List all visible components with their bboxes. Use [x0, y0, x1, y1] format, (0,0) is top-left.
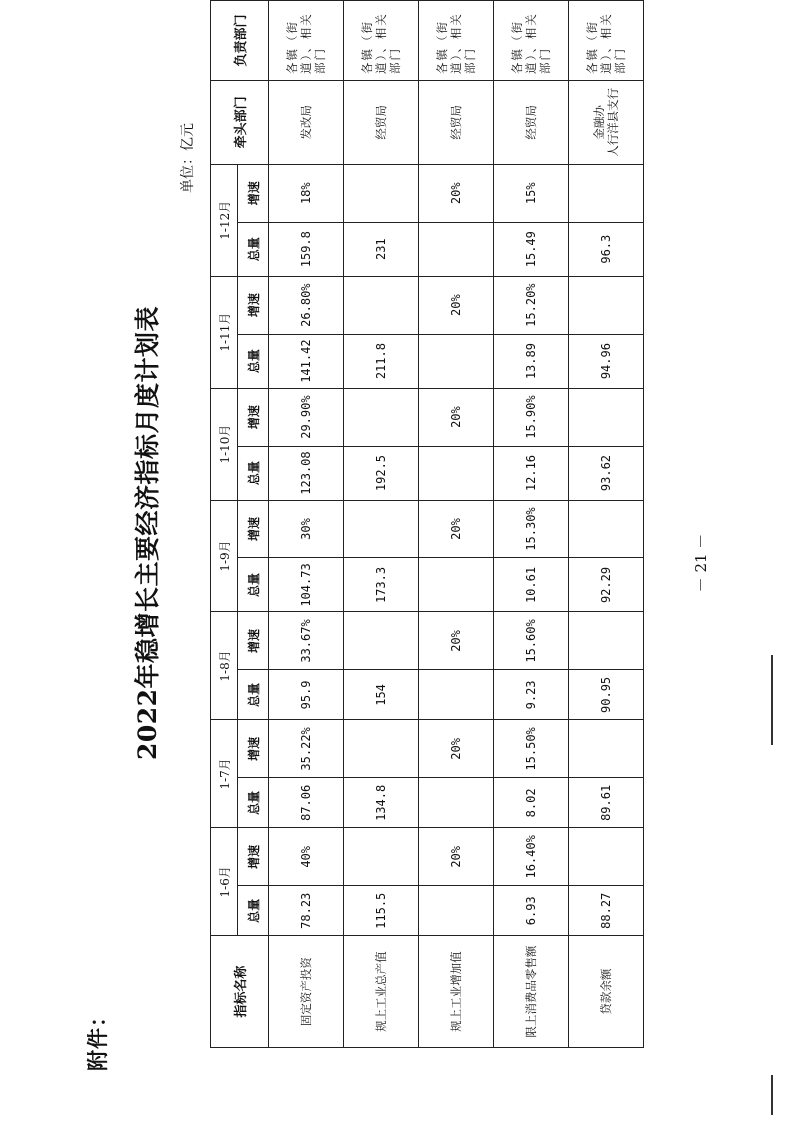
growth-cell: 15.50% — [494, 720, 569, 778]
growth-cell: 40% — [269, 828, 344, 886]
table-row — [494, 1, 569, 1048]
attachment-label: 附件： — [85, 1005, 110, 1071]
growth-cell — [344, 164, 419, 222]
total-cell — [419, 558, 494, 612]
total-cell: 12.16 — [494, 446, 569, 500]
growth-cell — [569, 500, 644, 558]
total-cell — [419, 334, 494, 388]
total-cell: 94.96 — [569, 334, 644, 388]
indicator-name: 固定资产投资 — [269, 936, 344, 1048]
lead-dept-cell: 经贸局 — [494, 81, 569, 165]
growth-cell: 26.80% — [269, 276, 344, 334]
growth-subheader: 增速 — [238, 612, 269, 670]
total-cell: 123.08 — [269, 446, 344, 500]
lead-dept-cell: 金融办 人行洋县支行 — [569, 81, 644, 165]
growth-cell: 20% — [419, 500, 494, 558]
period-header: 1-7月 — [211, 720, 238, 828]
total-cell: 78.23 — [269, 886, 344, 936]
indicator-name: 贷款余额 — [569, 936, 644, 1048]
total-cell: 211.8 — [344, 334, 419, 388]
total-cell: 231 — [344, 222, 419, 276]
growth-cell: 20% — [419, 276, 494, 334]
period-header: 1-11月 — [211, 276, 238, 388]
growth-cell — [569, 612, 644, 670]
total-cell: 134.8 — [344, 778, 419, 828]
indicator-name: 规上工业增加值 — [419, 936, 494, 1048]
scan-edge-line — [771, 1075, 773, 1115]
growth-cell: 20% — [419, 164, 494, 222]
total-cell: 9.23 — [494, 670, 569, 720]
total-subheader: 总量 — [238, 670, 269, 720]
total-cell: 87.06 — [269, 778, 344, 828]
total-cell: 141.42 — [269, 334, 344, 388]
growth-cell — [344, 720, 419, 778]
total-cell — [419, 778, 494, 828]
resp-dept-cell: 各镇（街道）、相关部门 — [344, 1, 419, 81]
total-subheader: 总量 — [238, 778, 269, 828]
growth-cell — [344, 500, 419, 558]
total-subheader: 总量 — [238, 222, 269, 276]
growth-cell — [344, 612, 419, 670]
total-cell: 173.3 — [344, 558, 419, 612]
total-cell: 13.89 — [494, 334, 569, 388]
page-title: 2022年稳增长主要经济指标月度计划表 — [133, 305, 162, 761]
total-cell — [419, 222, 494, 276]
total-cell: 192.5 — [344, 446, 419, 500]
total-cell: 89.61 — [569, 778, 644, 828]
table-row — [569, 1, 644, 1048]
resp-dept-header: 负责部门 — [211, 1, 269, 81]
total-cell: 96.3 — [569, 222, 644, 276]
growth-cell: 15.30% — [494, 500, 569, 558]
total-cell — [419, 670, 494, 720]
table-row — [269, 1, 344, 1048]
total-subheader: 总量 — [238, 446, 269, 500]
total-cell: 115.5 — [344, 886, 419, 936]
growth-cell: 15.20% — [494, 276, 569, 334]
total-cell: 8.02 — [494, 778, 569, 828]
total-cell: 92.29 — [569, 558, 644, 612]
total-cell: 10.61 — [494, 558, 569, 612]
growth-cell: 20% — [419, 828, 494, 886]
total-cell: 159.8 — [269, 222, 344, 276]
resp-dept-cell: 各镇（街道）、相关部门 — [269, 1, 344, 81]
growth-cell: 16.40% — [494, 828, 569, 886]
total-cell: 90.95 — [569, 670, 644, 720]
resp-dept-cell: 各镇（街道）、相关部门 — [494, 1, 569, 81]
indicator-header: 指标名称 — [211, 936, 269, 1048]
period-header: 1-8月 — [211, 612, 238, 720]
growth-cell: 15.60% — [494, 612, 569, 670]
growth-subheader: 增速 — [238, 388, 269, 446]
growth-cell: 15.90% — [494, 388, 569, 446]
total-cell — [419, 446, 494, 500]
growth-cell — [569, 276, 644, 334]
lead-dept-cell: 经贸局 — [419, 81, 494, 165]
growth-cell — [569, 828, 644, 886]
growth-cell: 29.90% — [269, 388, 344, 446]
lead-dept-cell: 经贸局 — [344, 81, 419, 165]
total-cell: 15.49 — [494, 222, 569, 276]
growth-cell — [344, 276, 419, 334]
table-row — [419, 1, 494, 1048]
growth-cell: 35.22% — [269, 720, 344, 778]
lead-dept-header: 牵头部门 — [211, 81, 269, 165]
growth-cell: 20% — [419, 612, 494, 670]
growth-cell: 20% — [419, 388, 494, 446]
total-cell: 6.93 — [494, 886, 569, 936]
growth-subheader: 增速 — [238, 500, 269, 558]
resp-dept-cell: 各镇（街道）、相关部门 — [419, 1, 494, 81]
growth-cell — [569, 720, 644, 778]
total-cell: 88.27 — [569, 886, 644, 936]
lead-dept-cell: 发改局 — [269, 81, 344, 165]
growth-cell: 15% — [494, 164, 569, 222]
table-row — [344, 1, 419, 1048]
growth-cell: 33.67% — [269, 612, 344, 670]
total-subheader: 总量 — [238, 558, 269, 612]
growth-cell — [569, 164, 644, 222]
total-cell: 93.62 — [569, 446, 644, 500]
growth-subheader: 增速 — [238, 828, 269, 886]
scan-edge-line — [771, 655, 773, 745]
total-subheader: 总量 — [238, 886, 269, 936]
growth-subheader: 增速 — [238, 720, 269, 778]
total-cell — [419, 886, 494, 936]
plan-table — [210, 0, 644, 1048]
growth-cell — [344, 388, 419, 446]
page-number: － 21 － — [692, 533, 710, 593]
indicator-name: 规上工业总产值 — [344, 936, 419, 1048]
total-subheader: 总量 — [238, 334, 269, 388]
period-header: 1-9月 — [211, 500, 238, 612]
period-header: 1-10月 — [211, 388, 238, 500]
growth-cell: 18% — [269, 164, 344, 222]
indicator-name: 限上消费品零售额 — [494, 936, 569, 1048]
growth-subheader: 增速 — [238, 164, 269, 222]
period-header: 1-12月 — [211, 164, 238, 276]
growth-cell — [344, 828, 419, 886]
resp-dept-cell: 各镇（街道）、相关部门 — [569, 1, 644, 81]
growth-cell: 20% — [419, 720, 494, 778]
growth-cell — [569, 388, 644, 446]
total-cell: 104.73 — [269, 558, 344, 612]
growth-cell: 30% — [269, 500, 344, 558]
period-header: 1-6月 — [211, 828, 238, 936]
total-cell: 154 — [344, 670, 419, 720]
unit-label: 单位：亿元 — [180, 123, 196, 193]
total-cell: 95.9 — [269, 670, 344, 720]
growth-subheader: 增速 — [238, 276, 269, 334]
